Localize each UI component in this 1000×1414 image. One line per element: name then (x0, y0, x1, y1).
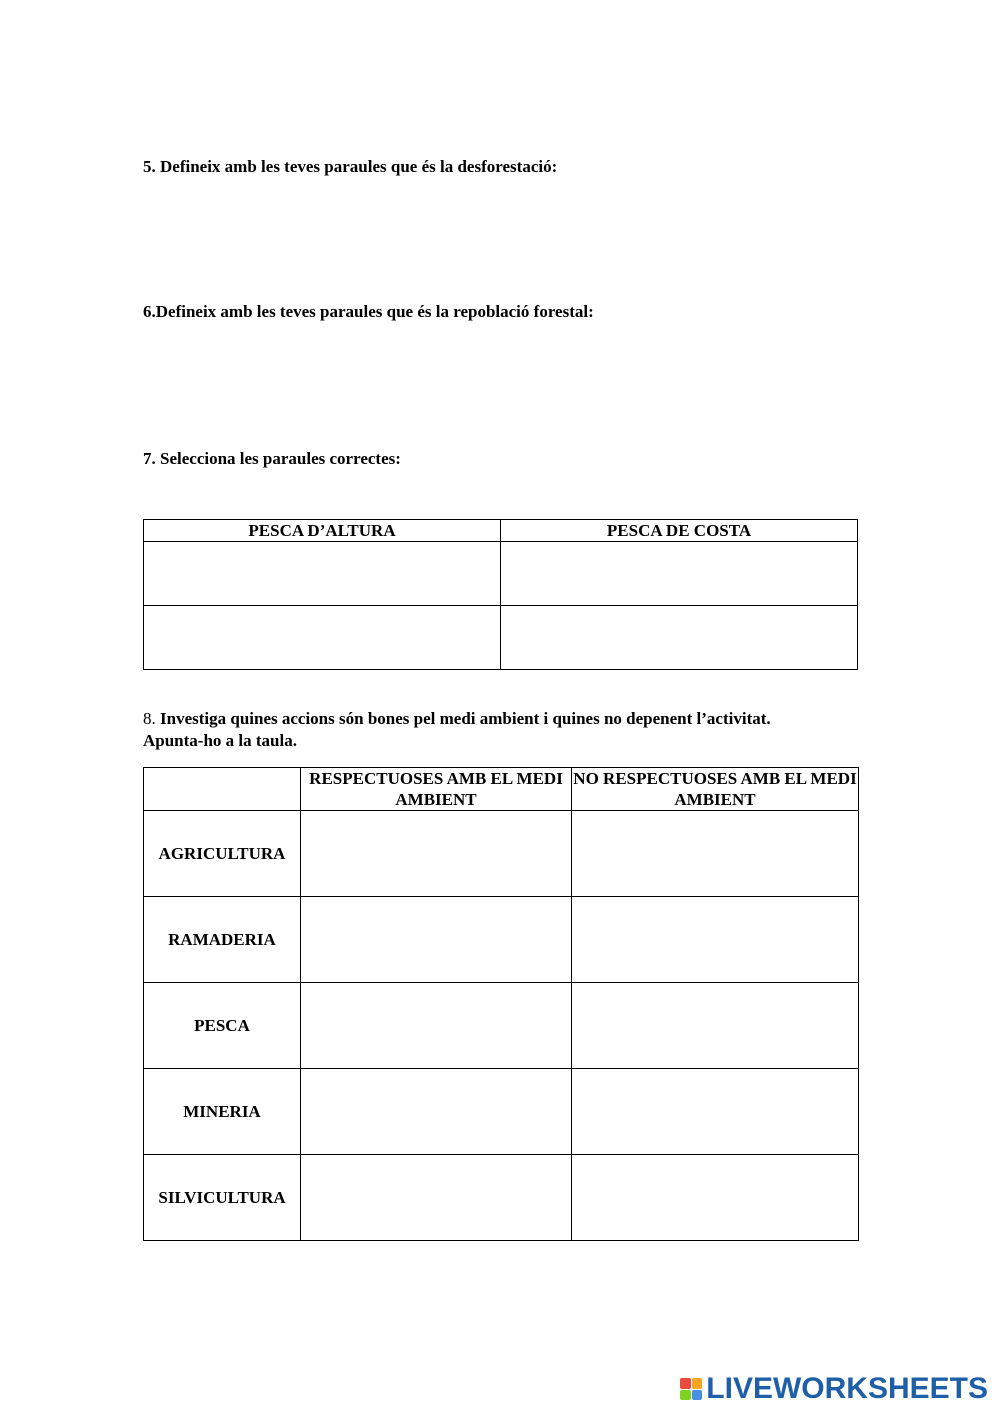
answer-cell[interactable] (301, 983, 572, 1069)
row-label-mineria: MINERIA (144, 1069, 301, 1155)
table-row (144, 897, 859, 983)
answer-cell[interactable] (144, 542, 501, 606)
answer-cell[interactable] (301, 811, 572, 897)
fishing-table (143, 519, 858, 670)
table-header-row (144, 768, 859, 811)
question-6: 6.Defineix amb les teves paraules que és la repoblació forestal: (143, 302, 594, 321)
logo-square (692, 1378, 703, 1389)
logo-square (680, 1390, 691, 1401)
answer-cell[interactable] (572, 1155, 859, 1241)
answer-cell[interactable] (301, 1069, 572, 1155)
table-header-row (144, 520, 858, 542)
environment-table (143, 767, 859, 1241)
header-pesca-costa: PESCA DE COSTA (501, 520, 858, 542)
answer-cell[interactable] (572, 983, 859, 1069)
question-7: 7. Selecciona les paraules correctes: (143, 449, 401, 468)
answer-cell[interactable] (301, 1155, 572, 1241)
table-row (144, 983, 859, 1069)
answer-cell[interactable] (501, 542, 858, 606)
question-8-number: 8. (143, 709, 156, 728)
answer-cell[interactable] (572, 811, 859, 897)
question-8-line2: Apunta-ho a la taula. (143, 731, 297, 750)
header-respectful: RESPECTUOSES AMB EL MEDI AMBIENT (301, 768, 572, 811)
table-row (144, 542, 858, 606)
answer-cell[interactable] (144, 606, 501, 670)
row-label-agricultura: AGRICULTURA (144, 811, 301, 897)
table-row (144, 1069, 859, 1155)
row-label-ramaderia: RAMADERIA (144, 897, 301, 983)
logo-text: LIVEWORKSHEETS (706, 1372, 988, 1405)
answer-cell[interactable] (572, 1069, 859, 1155)
answer-cell[interactable] (301, 897, 572, 983)
header-empty (144, 768, 301, 811)
logo-mark-icon (680, 1378, 702, 1400)
table-row (144, 1155, 859, 1241)
row-label-pesca: PESCA (144, 983, 301, 1069)
answer-cell[interactable] (572, 897, 859, 983)
row-label-silvicultura: SILVICULTURA (144, 1155, 301, 1241)
logo-square (680, 1378, 691, 1389)
question-8-text: Investiga quines accions són bones pel medi ambient i quines no depenent l’activitat. (155, 709, 771, 728)
header-not-respectful: NO RESPECTUOSES AMB EL MEDI AMBIENT (573, 769, 857, 809)
answer-cell[interactable] (501, 606, 858, 670)
table-row (144, 606, 858, 670)
logo-square (692, 1390, 703, 1401)
question-8 (143, 708, 863, 752)
liveworksheets-logo (680, 1372, 988, 1406)
question-5: 5. Defineix amb les teves paraules que és la desforestació: (143, 157, 558, 176)
header-pesca-altura: PESCA D’ALTURA (144, 520, 501, 542)
table-row (144, 811, 859, 897)
